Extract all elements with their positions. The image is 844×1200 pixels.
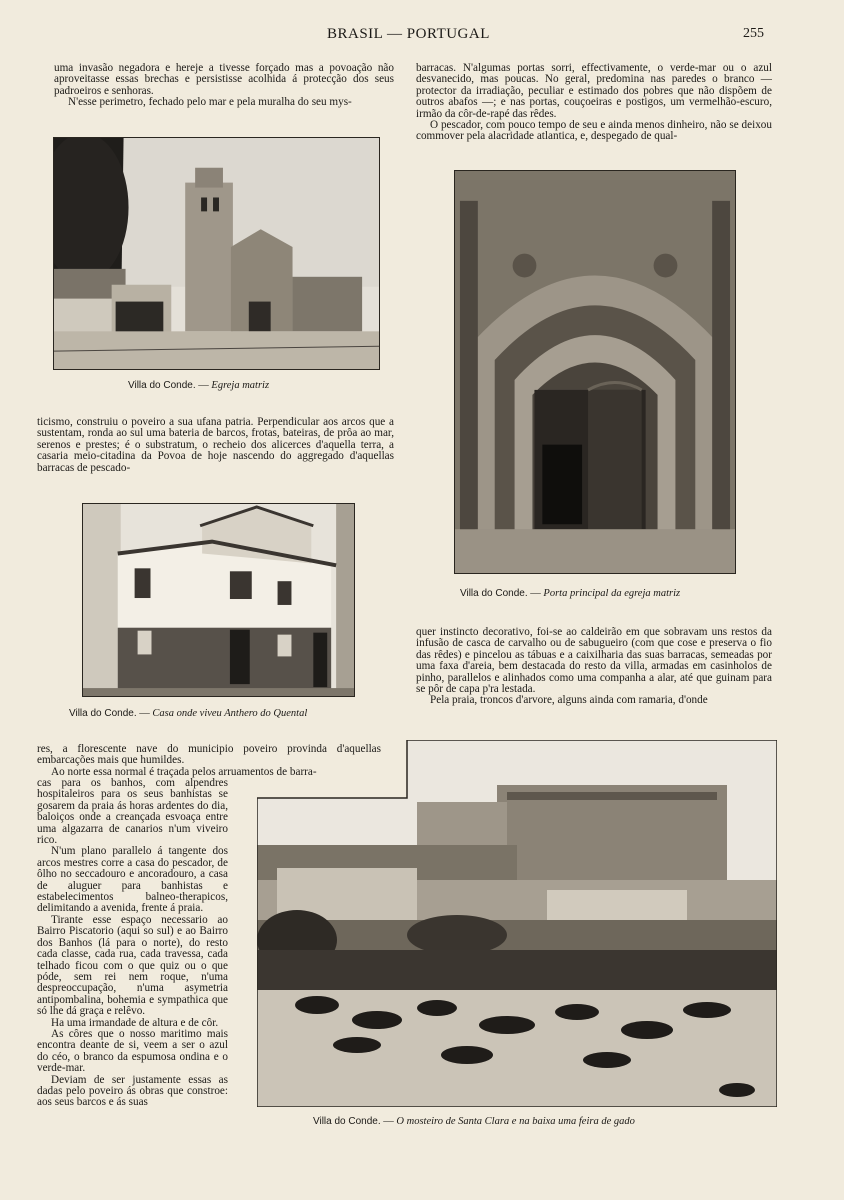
paragraph: quer instincto decorativo, foi-se ao caldeirão em que sobravam uns restos da infusão de casca de carvalho ou de sabugueiro (com que cose e preserva o fio das rêdes) e pincelou as tábuas e a caixilharia das suas barracas, semeadas por uma faxa d'areia, bem destacada do resto da villa, armadas em casinholos de pinho, parallelos e alinhados como uma companha a alar, até que guinam para se pôr de capa p'ra lestada.: [416, 626, 772, 696]
paragraph: Ao norte essa normal é traçada pelos arruamentos de barra-: [51, 765, 317, 778]
caption-place: Villa do Conde.: [128, 380, 196, 391]
portal-illustration: [455, 171, 735, 573]
paragraph: N'um plano parallelo á tangente dos arcos mestres corre a casa do pescador, de ôlho no seccadouro e ancoradouro, a casa de aluguer para banhistas e estabelecimentos balneo-therapicos, delimitando a avenida, frente á praia.: [37, 845, 228, 915]
church-illustration: [54, 138, 379, 369]
caption-place: Villa do Conde.: [460, 588, 528, 599]
photo-porta-principal: [454, 170, 736, 574]
paragraph: barracas. N'algumas portas sorri, effectivamente, o verde-mar ou o azul desvanecido, mas poucas. No geral, predomina nas paredes o branco — protector da irradiação, peculiar e estimado dos pobres que não dispõem de outros abafos —; e nas portas, couçoeiras e postigos, um vermelhão-escuro, irmão da côr-de-rapé das rêdes.: [416, 62, 772, 120]
monastery-illustration: [257, 740, 777, 1107]
page-number: 255: [743, 26, 764, 41]
page-header: [0, 26, 844, 48]
caption-place: Villa do Conde.: [313, 1116, 381, 1127]
caption-fig2: Villa do Conde. — Casa onde viveu Anthero do Quental: [69, 708, 308, 719]
paragraph: ticismo, construiu o poveiro a sua ufana patria. Perpendicular aos arcos que a sustentam, ronda ao sul uma bateria de barcos, frotas, bateiras, de prôa ao mar, serenos e prestes; é o substratum, o recheio dos alicerces d'aquella terra, a casaria meio-citadina da Povoa de hoje nascendo do aggregado d'aquellas barracas de pescado-: [37, 416, 394, 474]
paragraph: Ha uma irmandade de altura e de côr.: [51, 1016, 219, 1029]
caption-desc: Porta principal da egreja matriz: [543, 588, 681, 599]
caption-desc: O mosteiro de Santa Clara e na baixa uma feira de gado: [396, 1116, 635, 1127]
caption-fig3: Villa do Conde. — Porta principal da egreja matriz: [460, 588, 681, 599]
right-column-mid-text: [416, 627, 772, 707]
narrow-column-text: [37, 778, 228, 1109]
photo-casa-anthero: [82, 503, 355, 697]
house-illustration: [83, 504, 354, 696]
photo-mosteiro-santa-clara: [257, 740, 777, 1107]
left-column-mid-text: [37, 417, 394, 474]
paragraph: N'esse perimetro, fechado pelo mar e pela muralha do seu mys-: [68, 96, 352, 109]
photo-egreja-matriz: [53, 137, 380, 370]
caption-desc: Egreja matriz: [211, 380, 270, 391]
paragraph: Tirante esse espaço necessario ao Bairro Piscatorio (aqui so sul) e ao Bairro dos Banhos (lá para o norte), do resto cada classe, cada rua, cada travessa, cada telhado ficou com o que quiz ou o que póde, sem rei nem roque, n'uma despreoccupação, n'uma asymetria antipombalina, bohemia e sympathica que só lhe dá graça e relêvo.: [37, 913, 228, 1018]
caption-desc: Casa onde viveu Anthero do Quental: [152, 708, 308, 719]
paragraph: cas para os banhos, com alpendres hospitaleiros para os seus banhistas se gosarem da praia ás horas ardentes do dia, baloiços onde a creançada esvoaça entre uma algazarra de canarios n'um viveiro rico.: [37, 777, 228, 847]
paragraph: res, a florescente nave do municipio poveiro provinda d'aquellas embarcações mais que humildes.: [37, 743, 381, 767]
right-column-top-text: [416, 63, 772, 143]
running-title: BRASIL — PORTUGAL: [327, 26, 490, 42]
caption-fig4: Villa do Conde. — O mosteiro de Santa Clara e na baixa uma feira de gado: [313, 1116, 635, 1127]
caption-place: Villa do Conde.: [69, 708, 137, 719]
paragraph: Deviam de ser justamente essas as dadas pelo poveiro ás obras que constroe: aos seus barcos e ás suas: [37, 1073, 228, 1109]
left-column-top-text: [54, 63, 394, 109]
paragraph: As côres que o nosso maritimo mais encontra deante de si, veem a ser o azul do céo, o branco da espumosa ondina e o verde-mar.: [37, 1027, 228, 1075]
paragraph: Pela praia, troncos d'arvore, alguns ainda com ramaria, d'onde: [430, 694, 708, 707]
paragraph: O pescador, com pouco tempo de seu e ainda menos dinheiro, não se deixou commover pela alacridade atlantica, e, despegado de qual-: [416, 119, 772, 143]
caption-fig1: Villa do Conde. — Egreja matriz: [128, 380, 270, 391]
paragraph: uma invasão negadora e hereje a tivesse forçado mas a povoação não aproveitasse essas brechas e persistisse acolhida á protecção dos seus padroeiros e senhoras.: [54, 62, 394, 97]
